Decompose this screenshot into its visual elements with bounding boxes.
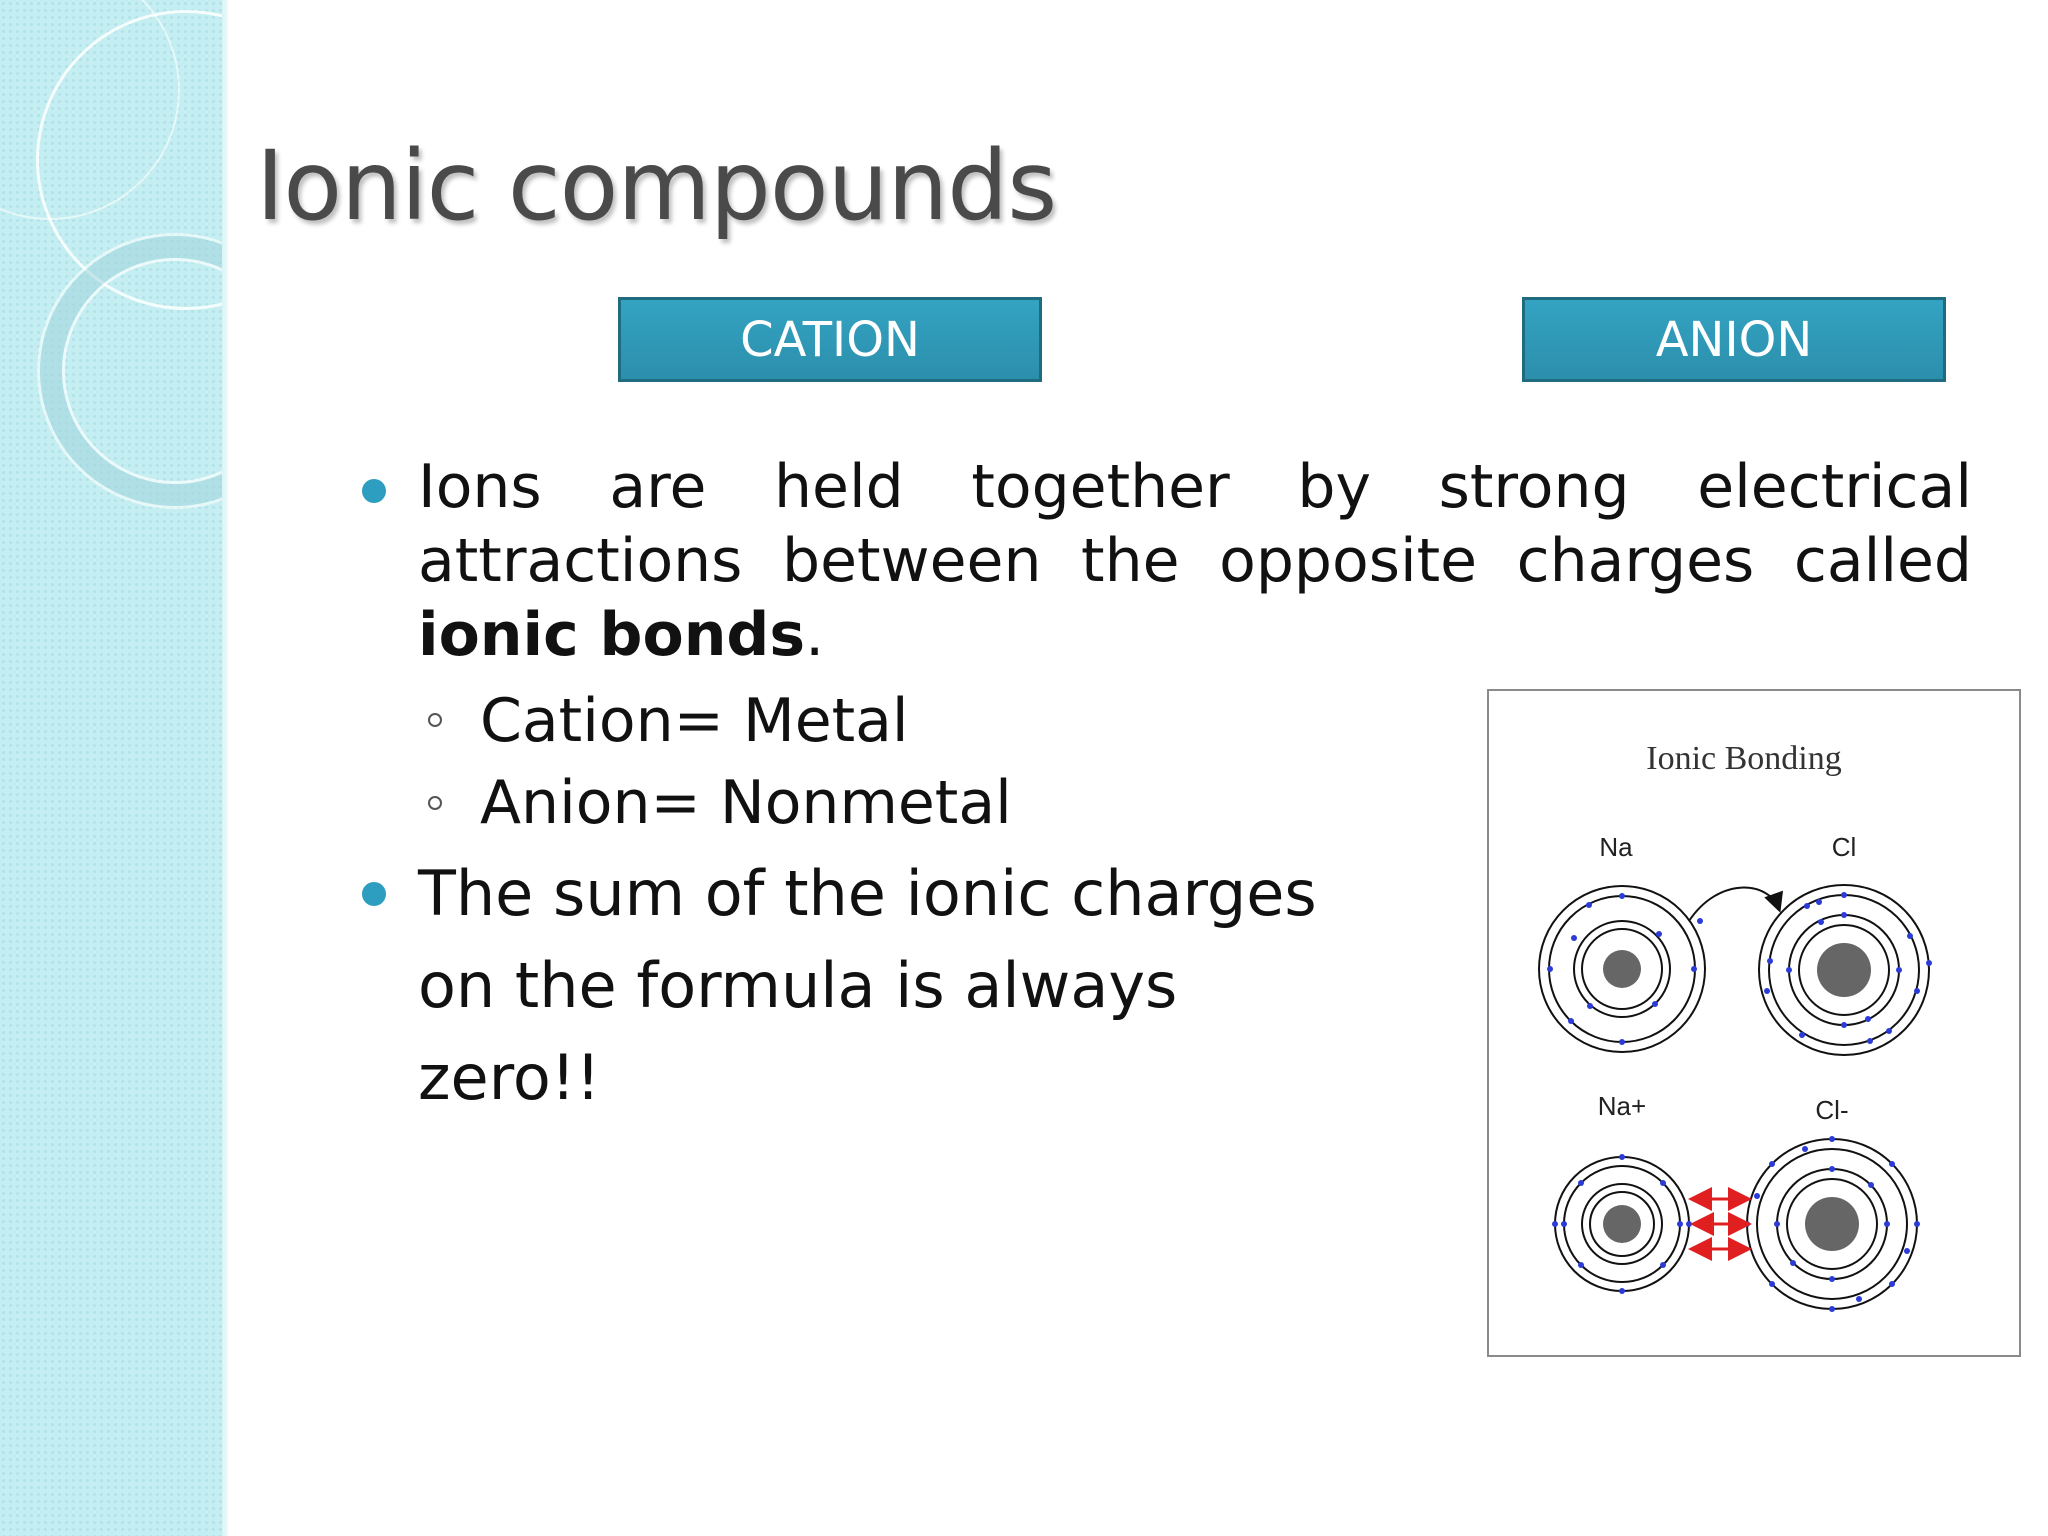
bullet-ionic-bonds (418, 450, 1972, 672)
decorative-side-band (0, 0, 228, 1536)
label-na: Na (1599, 832, 1633, 862)
bullet-sum-of-charges: The sum of the ionic charges on the formula is always zero!! (418, 857, 1317, 1114)
bullet-dot (362, 479, 386, 503)
sub-item-anion: Anion= Nonmetal (480, 768, 1012, 838)
ionic-bonding-figure (1487, 689, 2021, 1357)
bullet-text: Ions are held together by strong electrical attractions between the opposite charges called (418, 452, 1972, 596)
slide-title: Ionic compounds (256, 130, 1057, 242)
sodium-atom (1539, 886, 1705, 1052)
label-cl: Cl (1831, 832, 1857, 862)
attraction-arrows (1694, 1199, 1746, 1249)
ionic-bonding-diagram (1489, 691, 2023, 1359)
bullet-text-end: . (805, 600, 825, 670)
sub-item-cation: Cation= Metal (480, 686, 909, 756)
bullet-dot (362, 882, 386, 906)
chlorine-atom (1759, 885, 1929, 1055)
electron-transfer-arrow (1689, 888, 1779, 921)
side-band-edge (222, 0, 228, 1536)
anion-label-box: ANION (1522, 297, 1946, 382)
sub-bullet-marker (428, 796, 442, 810)
bold-term: ionic bonds (418, 600, 806, 670)
label-cl-ion: Cl- (1815, 1095, 1849, 1125)
sub-bullet-marker (428, 713, 442, 727)
sodium-ion (1555, 1157, 1689, 1291)
decorative-ring (40, 236, 228, 506)
cation-label-box: CATION (618, 297, 1042, 382)
figure-title: Ionic Bonding (1646, 740, 1842, 777)
label-na-ion: Na+ (1597, 1091, 1647, 1121)
